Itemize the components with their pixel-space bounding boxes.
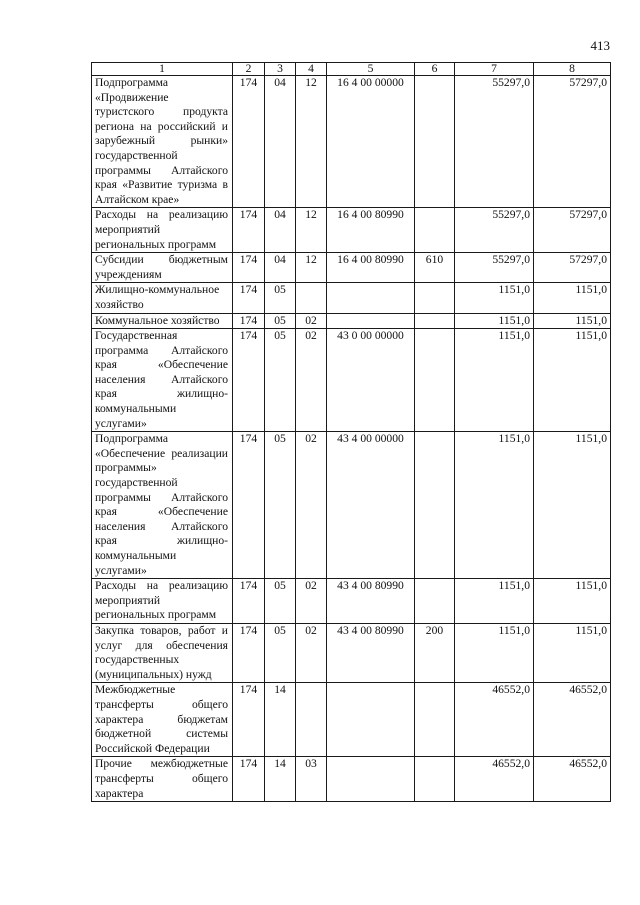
cell-amount-2: 46552,0: [534, 683, 611, 757]
cell-section: 05: [265, 329, 296, 432]
cell-expense-type: 200: [415, 623, 455, 682]
cell-subsection: 02: [296, 313, 327, 329]
cell-subsection: [296, 283, 327, 313]
cell-section: 05: [265, 283, 296, 313]
cell-code: 174: [233, 313, 265, 329]
row-name: Коммунальное хозяйство: [92, 313, 233, 329]
cell-target-article: [327, 757, 415, 802]
cell-target-article: 43 4 00 80990: [327, 623, 415, 682]
cell-subsection: 02: [296, 329, 327, 432]
cell-section: 14: [265, 683, 296, 757]
cell-expense-type: [415, 329, 455, 432]
cell-expense-type: [415, 313, 455, 329]
cell-amount-1: 46552,0: [455, 683, 534, 757]
cell-section: 04: [265, 253, 296, 283]
cell-amount-2: 57297,0: [534, 253, 611, 283]
cell-amount-2: 1151,0: [534, 329, 611, 432]
cell-code: 174: [233, 683, 265, 757]
cell-amount-2: 46552,0: [534, 757, 611, 802]
cell-amount-1: 1151,0: [455, 329, 534, 432]
cell-code: 174: [233, 76, 265, 208]
cell-code: 174: [233, 579, 265, 624]
cell-amount-2: 1151,0: [534, 283, 611, 313]
table-row: [92, 313, 611, 329]
column-header: 4: [296, 63, 327, 76]
cell-expense-type: 610: [415, 253, 455, 283]
cell-amount-2: 57297,0: [534, 208, 611, 253]
cell-expense-type: [415, 208, 455, 253]
column-header: 3: [265, 63, 296, 76]
cell-amount-2: 1151,0: [534, 432, 611, 579]
row-name: Жилищно-коммунальное хозяйство: [92, 283, 233, 313]
row-name: Прочие межбюджетные трансферты общего характера: [92, 757, 233, 802]
page-number: 413: [590, 38, 610, 53]
cell-expense-type: [415, 283, 455, 313]
cell-target-article: [327, 283, 415, 313]
cell-amount-1: 55297,0: [455, 208, 534, 253]
cell-section: 05: [265, 579, 296, 624]
table-row: [92, 76, 611, 208]
cell-section: 04: [265, 76, 296, 208]
row-name: Расходы на реализацию мероприятий региональных программ: [92, 208, 233, 253]
cell-target-article: 16 4 00 80990: [327, 253, 415, 283]
table-row: [92, 579, 611, 624]
column-header: 5: [327, 63, 415, 76]
row-name: Подпрограмма «Продвижение туристского продукта региона на российский и зарубежный рынки» государственной программы Алтайского края «Развитие туризма в Алтайском крае»: [92, 76, 233, 208]
cell-code: 174: [233, 432, 265, 579]
cell-code: 174: [233, 329, 265, 432]
cell-target-article: 43 0 00 00000: [327, 329, 415, 432]
table-row: [92, 329, 611, 432]
cell-code: 174: [233, 283, 265, 313]
cell-expense-type: [415, 76, 455, 208]
cell-subsection: 03: [296, 757, 327, 802]
cell-amount-2: 1151,0: [534, 313, 611, 329]
cell-target-article: [327, 683, 415, 757]
cell-section: 05: [265, 432, 296, 579]
cell-subsection: [296, 683, 327, 757]
cell-code: 174: [233, 208, 265, 253]
row-name: Государственная программа Алтайского края «Обеспечение населения Алтайского края жилищно-коммунальными услугами»: [92, 329, 233, 432]
cell-amount-1: 55297,0: [455, 253, 534, 283]
cell-target-article: 43 4 00 80990: [327, 579, 415, 624]
cell-expense-type: [415, 683, 455, 757]
cell-section: 05: [265, 623, 296, 682]
cell-amount-1: 1151,0: [455, 432, 534, 579]
cell-subsection: 02: [296, 623, 327, 682]
cell-target-article: 43 4 00 00000: [327, 432, 415, 579]
table-row: [92, 283, 611, 313]
cell-subsection: 02: [296, 579, 327, 624]
table-row: [92, 253, 611, 283]
row-name: Подпрограмма «Обеспечение реализации программы» государственной программы Алтайского края «Обеспечение населения Алтайского края жилищно-коммунальными услугами»: [92, 432, 233, 579]
cell-section: 14: [265, 757, 296, 802]
cell-amount-2: 1151,0: [534, 623, 611, 682]
row-name: Закупка товаров, работ и услуг для обеспечения государственных (муниципальных) нужд: [92, 623, 233, 682]
cell-subsection: 12: [296, 76, 327, 208]
cell-amount-1: 55297,0: [455, 76, 534, 208]
table-row: [92, 623, 611, 682]
cell-section: 05: [265, 313, 296, 329]
cell-code: 174: [233, 253, 265, 283]
cell-target-article: 16 4 00 80990: [327, 208, 415, 253]
cell-expense-type: [415, 757, 455, 802]
cell-subsection: 12: [296, 208, 327, 253]
cell-section: 04: [265, 208, 296, 253]
table-row: [92, 432, 611, 579]
cell-amount-1: 1151,0: [455, 579, 534, 624]
cell-target-article: [327, 313, 415, 329]
table-row: [92, 683, 611, 757]
column-header: 2: [233, 63, 265, 76]
cell-target-article: 16 4 00 00000: [327, 76, 415, 208]
cell-subsection: 12: [296, 253, 327, 283]
column-header: 7: [455, 63, 534, 76]
cell-amount-1: 1151,0: [455, 313, 534, 329]
cell-expense-type: [415, 432, 455, 579]
row-name: Субсидии бюджетным учреждениям: [92, 253, 233, 283]
table-row: [92, 208, 611, 253]
cell-amount-1: 46552,0: [455, 757, 534, 802]
cell-code: 174: [233, 623, 265, 682]
cell-amount-1: 1151,0: [455, 283, 534, 313]
row-name: Расходы на реализацию мероприятий региональных программ: [92, 579, 233, 624]
cell-amount-2: 57297,0: [534, 76, 611, 208]
cell-amount-2: 1151,0: [534, 579, 611, 624]
budget-table: [91, 62, 611, 802]
column-header: 1: [92, 63, 233, 76]
cell-subsection: 02: [296, 432, 327, 579]
cell-expense-type: [415, 579, 455, 624]
row-name: Межбюджетные трансферты общего характера бюджетам бюджетной системы Российской Федерации: [92, 683, 233, 757]
column-header: 8: [534, 63, 611, 76]
column-number-row: [92, 63, 611, 76]
table-row: [92, 757, 611, 802]
cell-code: 174: [233, 757, 265, 802]
cell-amount-1: 1151,0: [455, 623, 534, 682]
column-header: 6: [415, 63, 455, 76]
